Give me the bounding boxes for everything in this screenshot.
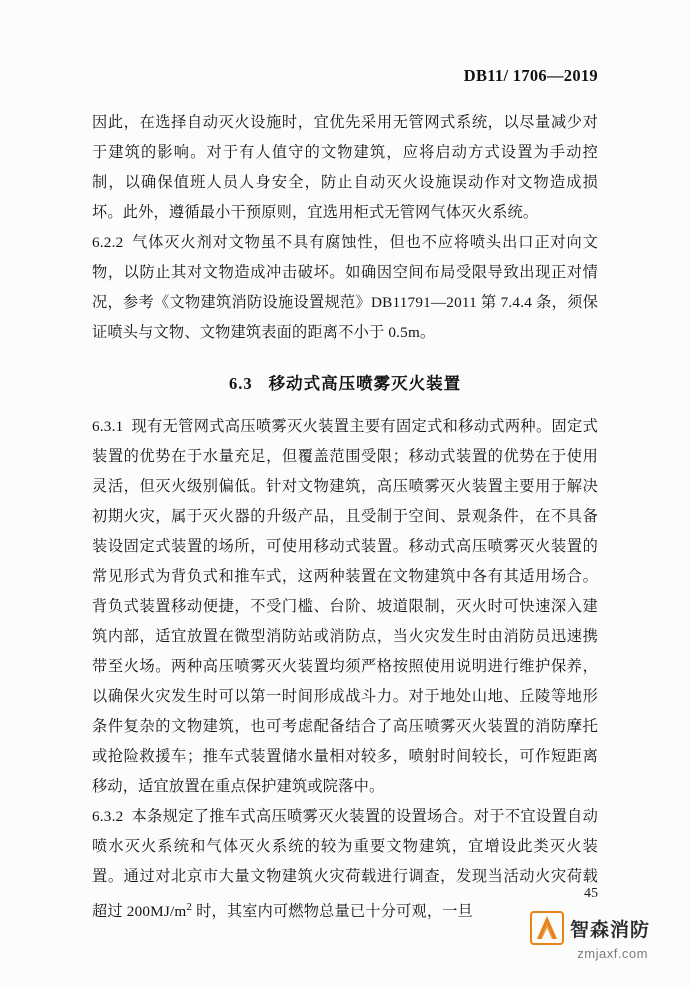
paragraph-intro: 因此，在选择自动灭火设施时，宜优先采用无管网式系统，以尽量减少对于建筑的影响。对于有人值守的文物建筑，应将启动方式设置为手动控制，以确保值班人员人身安全，防止自动灭火设施误动作对文物造成损坏。此外，遵循最小干预原则，宜选用柜式无管网气体灭火系统。 — [92, 114, 598, 221]
watermark-brand-text: 智森消防 — [569, 919, 650, 941]
section-number-6-3: 6.3 — [228, 374, 253, 393]
section-title-6-3: 移动式高压喷雾灭火装置 — [268, 374, 462, 393]
watermark-url-text: zmjaxf.com — [577, 946, 648, 961]
clause-6-3-1 — [92, 412, 598, 802]
clause-text-6-3-2-part1: 本条规定了推车式高压喷雾灭火装置的设置场合。对于不宜设置自动喷水灭火系统和气体灭火系统的较为重要文物建筑，宜增设此类灭火装置。通过对北京市大量文物建筑火灾荷载进行调查，发现当活动火灾荷载超过 200MJ/m — [92, 808, 598, 921]
flame-logo-icon — [530, 911, 564, 945]
document-body — [92, 108, 598, 927]
clause-text-6-2-2: 气体灭火剂对文物虽不具有腐蚀性，但也不应将喷头出口正对向文物，以防止其对文物造成冲击破坏。如确因空间布局受限导致出现正对情况，参考《文物建筑消防设施设置规范》DB11791—2011 第 7.4.4 条，须保证喷头与文物、文物建筑表面的距离不小于 0.5m。 — [92, 234, 598, 341]
clause-number-6-2-2: 6.2.2 — [92, 234, 124, 251]
clause-6-3-2-superscript: 2 — [186, 901, 193, 913]
clause-6-3-2 — [92, 802, 598, 927]
clause-number-6-3-1: 6.3.1 — [92, 418, 124, 435]
clause-text-6-3-2-part2: 时，其室内可燃物总量已十分可观，一旦 — [192, 903, 474, 921]
section-heading-6-3 — [92, 370, 598, 394]
page-number: 45 — [584, 886, 598, 901]
watermark-logo — [480, 911, 650, 969]
clause-number-6-3-2: 6.3.2 — [92, 808, 124, 825]
clause-6-2-2 — [92, 228, 598, 348]
clause-text-6-3-1: 现有无管网式高压喷雾灭火装置主要有固定式和移动式两种。固定式装置的优势在于水量充足，但覆盖范围受限；移动式装置的优势在于使用灵活，但灭火级别偏低。针对文物建筑，高压喷雾灭火装置主要用于解决初期火灾，属于灭火器的升级产品，且受制于空间、景观条件，在不具备装设固定式装置的场所，可使用移动式装置。移动式高压喷雾灭火装置的常见形式为背负式和推车式，这两种装置在文物建筑中各有其适用场合。背负式装置移动便捷，不受门槛、台阶、坡道限制，灭火时可快速深入建筑内部，适宜放置在微型消防站或消防点，当火灾发生时由消防员迅速携带至火场。两种高压喷雾灭火装置均须严格按照使用说明进行维护保养，以确保火灾发生时可以第一时间形成战斗力。对于地处山地、丘陵等地形条件复杂的文物建筑，也可考虑配备结合了高压喷雾灭火装置的消防摩托或抢险救援车；推车式装置储水量相对较多，喷射时间较长，可作短距离移动，适宜放置在重点保护建筑或院落中。 — [92, 418, 598, 795]
watermark-row — [480, 911, 650, 945]
page-header-standard-code: DB11/ 1706—2019 — [463, 66, 598, 85]
